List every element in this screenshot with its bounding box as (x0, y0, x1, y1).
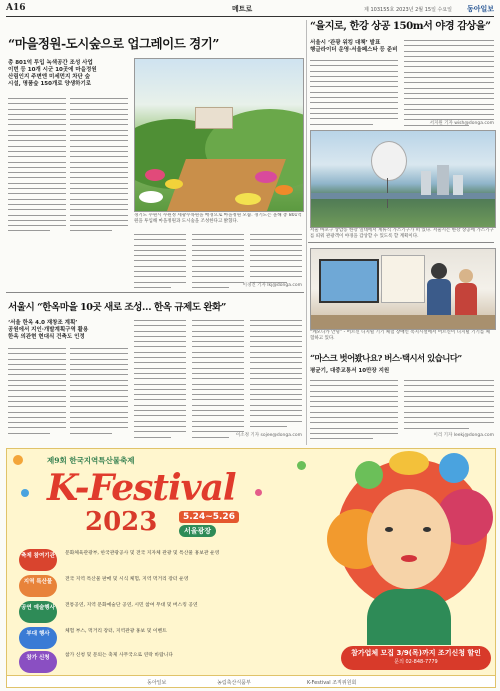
fest-row-2-label: 지역 특산물 (19, 575, 57, 597)
hangang-col2 (404, 40, 494, 130)
body-text-col5 (250, 234, 302, 287)
lead-line-2: 이번 등 10개 시군 10곳에 마을정원 (8, 67, 97, 73)
organizer-2: 농림축산식품부 (217, 680, 251, 686)
cta-main-text: 참가업체 모집 3/9(목)까지 조기신청 할인 (351, 649, 481, 657)
headline-mask: “마스크 벗어봤나요? 버스·택시서 있습니다” (310, 353, 462, 363)
headline-hangang: “을지로, 한강 상공 150m서 야경 감상을” (310, 20, 491, 32)
issue-info: 제 103155호 2023년 2월 15일 수요일 (364, 7, 452, 13)
fest-row-4 (15, 625, 325, 651)
garden-photo-caption: 경기도 수원시 수원정 세광수목원을 배경으로 마을정원 모습. 경기도는 올해 총 801억 원을 투입해 마을정원과 도시숲을 조성한다고 밝혔다. (134, 213, 302, 224)
newspaper-logo: 동아일보 (466, 4, 494, 13)
hangang-photo (310, 130, 496, 228)
festival-dates: 5.24~5.26 (179, 511, 239, 523)
hanok-sub-3: 한옥 의관현 현대식 건축도 인정 (8, 334, 85, 340)
festival-venue: 서울광장 (179, 525, 216, 537)
mask-col2 (404, 380, 494, 433)
device-photo-caption: “케모니카 안녕” - 어르신 디지털 기기 체험 장애인 복지시설에서 어르신이 디지털 기기를 체험하고 있다. (310, 330, 490, 341)
mask-sub: 평균기, 대중교통서 10만장 지원 (310, 368, 390, 374)
hanok-sub-2: 공원에서 지인·개발계획구역 활용 (8, 327, 89, 333)
lead-line-3: 산림인지 주변엔 미세먼지 차단 숲 (8, 74, 91, 80)
fest-row-5-text: 참가 신청 및 문의는 축제 사무국으로 연락 바랍니다 (65, 653, 173, 658)
headline-hanok: 서울시 “한옥마을 10곳 새로 조성… 한옥 규제도 완화” (8, 302, 226, 313)
festival-advertisement[interactable] (6, 448, 496, 688)
lead-box (8, 60, 128, 88)
fest-row-1 (15, 547, 325, 573)
organizer-3: K-Festival 조직위원회 (307, 680, 357, 686)
fest-row-2 (15, 573, 325, 599)
fest-row-4-text: 체험 부스, 먹거리 장터, 지역관광 홍보 및 이벤트 (65, 629, 167, 634)
festival-year: 2023 (85, 507, 158, 537)
lead-line-1: 총 801억 투입 녹색공간 조성 사업 (8, 60, 93, 66)
hanok-col2 (70, 348, 128, 438)
body-text-col1 (8, 98, 66, 236)
lead-line-4: 시설, 명품숲 150개로 양생하기로 (8, 81, 92, 87)
hangang-photo-caption: 서울 마포구 상암동 한강 일대에서 계류식 가스기구가 떠 있다. 서울시는 한강 상공에 가스기구를 띄워 관광객이 야경을 감상할 수 있도록 할 계획이다. (310, 228, 494, 239)
digital-device-photo (310, 248, 496, 330)
hanok-sub-1: ‘서울 한옥 4.0 재창조 계획’ (8, 320, 78, 326)
hanok-col5 (250, 320, 302, 431)
byline-hangang: 서지원 기자 wish@donga.com (429, 121, 494, 126)
body-text-col3 (134, 234, 186, 292)
fest-row-3-label: 공연 예술행사 (19, 601, 57, 623)
fest-row-4-label: 부대 행사 (19, 627, 57, 649)
festival-signup-button[interactable] (341, 646, 491, 670)
hangang-sub-1: 서울시 ‘관광 워킹 대책’ 발표 (310, 40, 381, 46)
festival-top-line: 제9회 한국지역특산물축제 (47, 456, 135, 465)
column-divider (306, 20, 307, 445)
garden-photo (134, 58, 304, 212)
page-header (6, 3, 494, 17)
body-text-col2 (70, 98, 128, 236)
fest-row-3-text: 전통공연, 지역 문화예술단 공연, 시민 참여 무대 및 버스킹 공연 (65, 603, 198, 608)
fest-row-2-text: 전국 지역 특산물 판매 및 시식 체험, 지역 먹거리 장터 운영 (65, 577, 189, 582)
festival-illustration (327, 449, 495, 645)
cta-phone: 문의 02-848-7779 (394, 659, 438, 665)
organizer-1: 동아일보 (147, 680, 167, 686)
byline-mask: 이리 기자 leekj@donga.com (433, 433, 494, 438)
festival-organizers (7, 675, 495, 688)
festival-title: K-Festival (47, 467, 236, 509)
hangang-col1 (310, 60, 398, 129)
fest-row-5 (15, 649, 325, 675)
article-divider (6, 292, 304, 293)
headline-garden: “마을정원-도시숲으로 업그레이드 경기” (8, 36, 219, 51)
hanok-subheads (8, 320, 128, 341)
hanok-col3 (134, 320, 186, 442)
article-divider-right (308, 242, 494, 243)
hangang-sub-2: 행글라이더 운영·서울페스타 등 준비 (310, 47, 398, 53)
byline-garden: 이경진 기자 lkj@donga.com (242, 283, 302, 288)
section-title: 메트로 (232, 4, 253, 13)
fest-row-5-label: 참가 신청 (19, 651, 57, 673)
hanok-col4 (192, 320, 244, 442)
fest-row-1-text: 문화체육관광부, 한국관광공사 및 전국 지자체 관광 및 특산물 홍보관 운영 (65, 551, 220, 556)
fest-row-1-label: 축제 참여기관 (19, 549, 57, 571)
fest-row-3 (15, 599, 325, 625)
hangang-subheads (310, 40, 400, 54)
mask-col1 (310, 380, 398, 444)
byline-hanok: 이소정 기자 sojee@donga.com (235, 433, 302, 438)
page-number: A16 (6, 3, 26, 13)
hanok-col1 (8, 348, 66, 438)
